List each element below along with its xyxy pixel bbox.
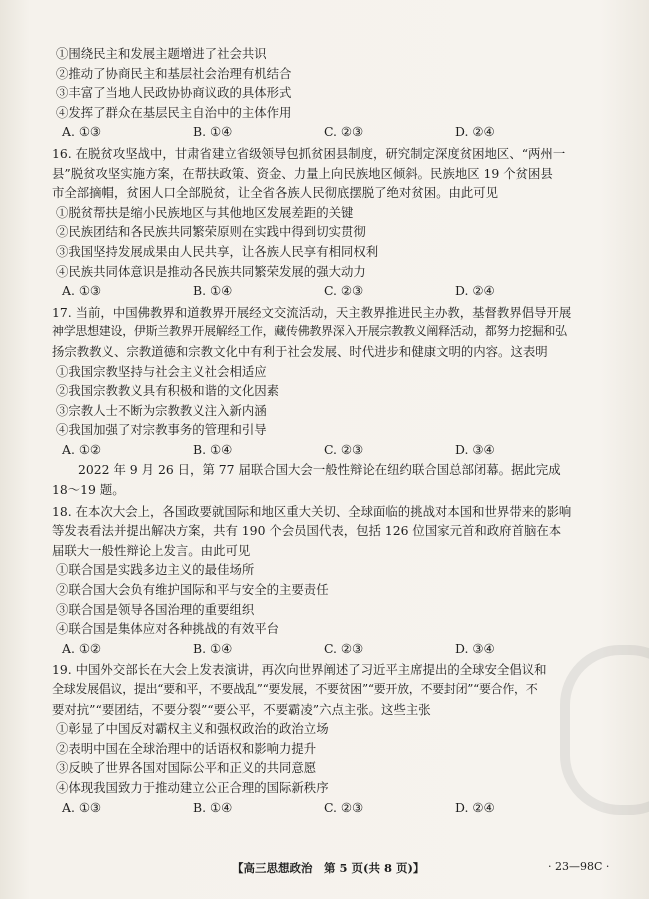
q18-option-4: ④联合国是集体应对各种挑战的有效平台 — [56, 621, 280, 637]
q17-option-2: ②我国宗教教义具有积极和谐的文化因素 — [56, 383, 280, 399]
q19-option-4: ④体现我国致力于推动建立公正合理的国际新秩序 — [56, 779, 329, 795]
q17-choice-b[interactable]: B. ①④ — [193, 441, 233, 457]
q19-choices — [52, 798, 592, 818]
page-content — [52, 44, 592, 817]
footer-page-info: 【高三思想政治 第 5 页(共 8 页)】 — [232, 861, 425, 875]
q17-block — [52, 303, 592, 460]
q15-option-2: ②推动了协商民主和基层社会治理有机结合 — [56, 65, 292, 81]
q19-stem-line-1: 19. 中国外交部长在大会上发表演讲，再次向世界阐述了习近平主席提出的全球安全倡议和 — [52, 662, 547, 678]
q15-choice-b[interactable]: B. ①④ — [193, 124, 233, 140]
q19-stem-line-3: 要对抗”“要团结，不要分裂”“要公平，不要霸凌”六点主张。这些主张 — [52, 701, 431, 717]
q16-choice-b[interactable]: B. ①④ — [193, 283, 233, 299]
q16-option-1: ①脱贫帮扶是缩小民族地区与其他地区发展差距的关键 — [56, 204, 354, 220]
q18-choice-b[interactable]: B. ①④ — [193, 640, 233, 656]
q16-stem-line-1: 16. 在脱贫攻坚战中，甘肃省建立省级领导包抓贫困县制度，研究制定深度贫困地区、“两州一 — [52, 145, 566, 161]
q17-option-3: ③宗教人士不断为宗教教义注入新内涵 — [56, 402, 267, 418]
q18-choice-d[interactable]: D. ③④ — [455, 640, 495, 656]
q17-choices — [52, 440, 592, 460]
footer-exam-code: · 23—98C · — [548, 860, 610, 873]
q19-choice-d[interactable]: D. ②④ — [455, 799, 495, 815]
q15-choices — [52, 122, 592, 142]
q18-choice-a[interactable]: A. ①② — [62, 640, 102, 656]
q18-stem-line-1: 18. 在本次大会上，各国政要就国际和地区重大关切、全球面临的挑战对本国和世界带来的影响 — [52, 503, 572, 519]
q18-stem-line-2: 等发表看法并提出解决方案，共有 190 个会员国代表，包括 126 位国家元首和政府首脑在本 — [52, 523, 562, 539]
q18-stem-line-3: 届联大一般性辩论上发言。由此可见 — [52, 542, 251, 558]
q18-block — [52, 502, 592, 659]
q19-choice-a[interactable]: A. ①③ — [62, 799, 102, 815]
q19-block — [52, 660, 592, 817]
q16-choice-a[interactable]: A. ①③ — [62, 283, 102, 299]
q16-choice-c[interactable]: C. ②③ — [324, 283, 364, 299]
q18-option-2: ②联合国大会负有维护国际和平与安全的主要责任 — [56, 582, 329, 598]
q16-option-4: ④民族共同体意识是推动各民族共同繁荣发展的强大动力 — [56, 263, 366, 279]
material-intro — [52, 460, 592, 499]
q15-option-1: ①围绕民主和发展主题增进了社会共识 — [56, 46, 267, 61]
q18-choices — [52, 639, 592, 659]
q17-stem-line-3: 扬宗教教义、宗教道德和宗教文化中有利于社会发展、时代进步和健康文明的内容。这表明 — [52, 343, 548, 359]
q18-option-3: ③联合国是领导各国治理的重要组织 — [56, 601, 255, 617]
q16-choice-d[interactable]: D. ②④ — [455, 283, 495, 299]
q19-option-2: ②表明中国在全球治理中的话语权和影响力提升 — [56, 740, 317, 756]
q15-option-3: ③丰富了当地人民政协协商议政的具体形式 — [56, 85, 292, 101]
q15-choice-a[interactable]: A. ①③ — [62, 124, 102, 140]
q19-choice-c[interactable]: C. ②③ — [324, 799, 364, 815]
q18-option-1: ①联合国是实践多边主义的最佳场所 — [56, 562, 255, 578]
q18-choice-c[interactable]: C. ②③ — [324, 640, 364, 656]
q19-option-3: ③反映了世界各国对国际公平和正义的共同意愿 — [56, 760, 317, 776]
q17-option-4: ④我国加强了对宗教事务的管理和引导 — [56, 422, 267, 438]
q19-choice-b[interactable]: B. ①④ — [193, 799, 233, 815]
q15-option-4: ④发挥了群众在基层民主自治中的主体作用 — [56, 104, 292, 120]
q16-choices — [52, 281, 592, 301]
intro-line-1: 2022 年 9 月 26 日，第 77 届联合国大会一般性辩论在纽约联合国总部闭幕。据此完成 — [78, 462, 561, 478]
q16-stem-line-3: 市全部摘帽，贫困人口全部脱贫，让全省各族人民彻底摆脱了绝对贫困。由此可见 — [52, 185, 499, 201]
q17-choice-c[interactable]: C. ②③ — [324, 441, 364, 457]
q16-option-3: ③我国坚持发展成果由人民共享，让各族人民享有相同权利 — [56, 243, 379, 259]
q15-choice-d[interactable]: D. ②④ — [455, 124, 495, 140]
q17-choice-a[interactable]: A. ①② — [62, 441, 102, 457]
q17-stem-line-1: 17. 当前，中国佛教界和道教界开展经文交流活动，天主教界推进民主办教，基督教界倡导开展 — [52, 304, 572, 320]
q15-block — [52, 44, 592, 142]
q16-block — [52, 144, 592, 301]
q19-stem-line-2: 全球发展倡议，提出“要和平，不要战乱”“要发展，不要贫困”“要开放，不要封闭”“要合作，不 — [52, 682, 538, 696]
q19-option-1: ①彰显了中国反对霸权主义和强权政治的政治立场 — [56, 721, 329, 737]
q16-option-2: ②民族团结和各民族共同繁荣原则在实践中得到切实贯彻 — [56, 224, 366, 240]
q17-option-1: ①我国宗教坚持与社会主义社会相适应 — [56, 363, 267, 379]
q16-stem-line-2: 县”脱贫攻坚实施方案，在帮扶政策、资金、力量上向民族地区倾斜。民族地区 19 个贫困县 — [52, 165, 553, 181]
q15-choice-c[interactable]: C. ②③ — [324, 124, 364, 140]
intro-line-2: 18～19 题。 — [52, 482, 125, 498]
q17-stem-line-2: 神学思想建设，伊斯兰教界开展解经工作，藏传佛教界深入开展宗教教义阐释活动，都努力挖掘和弘 — [52, 324, 567, 339]
q17-choice-d[interactable]: D. ③④ — [455, 441, 495, 457]
